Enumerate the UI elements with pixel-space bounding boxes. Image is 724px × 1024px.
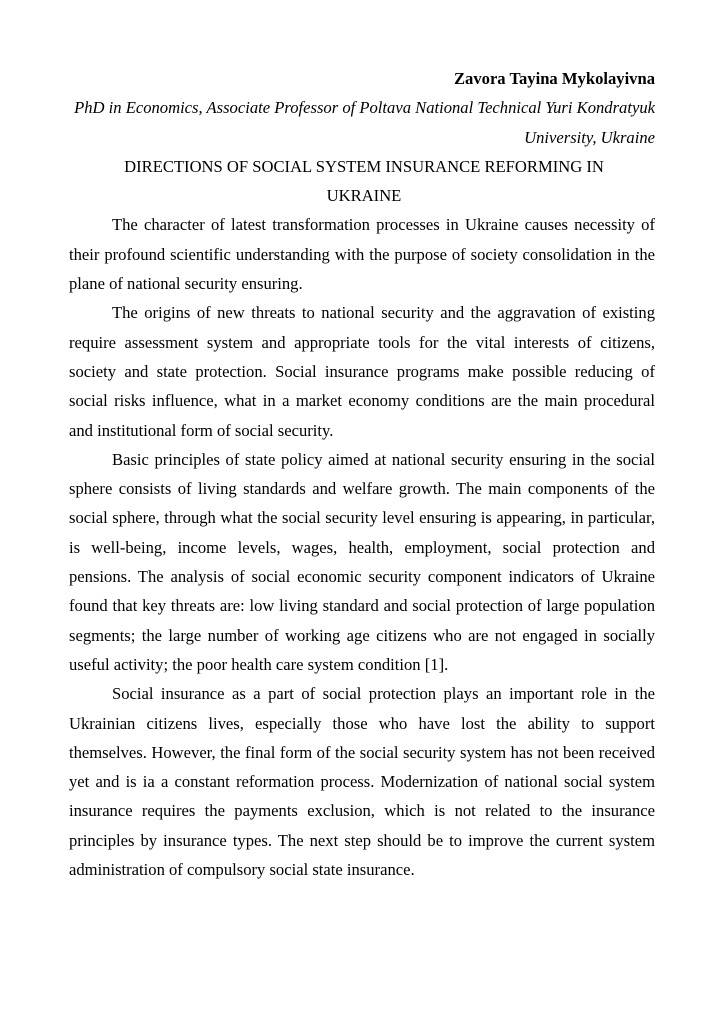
document-page (69, 64, 655, 884)
author-affiliation: PhD in Economics, Associate Professor of Poltava National Technical Yuri Kondratyuk University, Ukraine (74, 98, 655, 147)
paper-title: DIRECTIONS OF SOCIAL SYSTEM INSURANCE REFORMING IN UKRAINE (124, 156, 604, 206)
paragraph-1: The character of latest transformation processes in Ukraine causes necessity of their profound scientific understanding with the purpose of society consolidation in the plane of national security ensuring. (69, 215, 655, 294)
paragraph-2: The origins of new threats to national security and the aggravation of existing require assessment system and appropriate tools for the vital interests of citizens, society and state protection. Social insurance programs make possible reducing of social risks influence, what in a market economy conditions are the main procedural and institutional form of social security. (69, 303, 655, 440)
author-name: Zavora Tayina Mykolayivna (453, 69, 655, 88)
paragraph-3: Basic principles of state policy aimed at national security ensuring in the social sphere consists of living standards and welfare growth. The main components of the social sphere, through what the social security level ensuring is appearing, in particular, is well-being, income levels, wages, health, employment, social protection and pensions. The analysis of social economic security component indicators of Ukraine found that key threats are: low living standard and social protection of large population segments; the large number of working age citizens who are not engaged in socially useful activity; the poor health care system condition [1]. (69, 449, 655, 674)
paragraph-4: Social insurance as a part of social protection plays an important role in the Ukrainian citizens lives, especially those who have lost the ability to support themselves. However, the final form of the social security system has not been received yet and is ia a constant reformation process. Modernization of national social system insurance requires the payments exclusion, which is not related to the insurance principles by insurance types. The next step should be to improve the current system administration of compulsory social state insurance. (69, 684, 655, 880)
